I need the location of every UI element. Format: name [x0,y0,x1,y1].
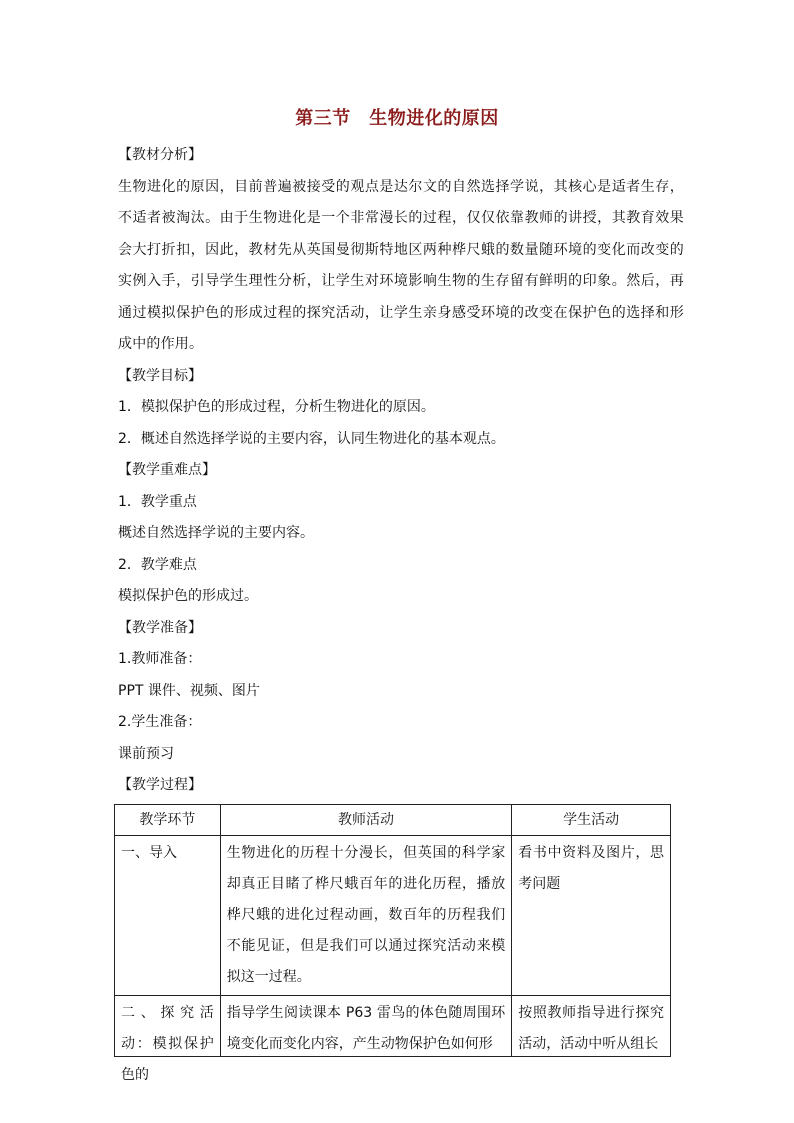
student-prep-text: 课前预习 [118,745,174,762]
section-heading-keypoints: 【教学重难点】 [118,462,216,478]
row-stage: 一、导入 [115,835,221,995]
difficulty-label: 2．教学难点 [118,556,197,573]
teacher-prep-text: PPT 课件、视频、图片 [118,682,260,699]
row-teacher-activity: 指导学生阅读课本 P63 雷鸟的体色随周围环境变化而变化内容，产生动物保护色如何形 [226,1004,506,1052]
section-heading-process: 【教学过程】 [118,777,202,793]
row-teacher-activity: 生物进化的历程十分漫长，但英国的科学家却真正目睹了桦尺蛾百年的进化历程，播放桦尺蛾的进化过程动画，数百年的历程我们不能见证，但是我们可以通过探究活动来模拟这一过程。 [220,835,511,995]
header-student-activity: 学生活动 [512,804,671,835]
section-heading-analysis: 【教材分析】 [118,147,202,163]
document-body [118,140,684,1083]
difficulty-text: 模拟保护色的形成过。 [118,588,258,604]
page-title: 第三节 生物进化的原因 [295,108,499,129]
teacher-prep-label: 1.教师准备： [118,651,202,667]
header-stage: 教学环节 [115,804,221,835]
row-student-activity: 按照教师指导进行探究活动，活动中听从组长 [518,1004,664,1052]
table-header-row [115,804,671,835]
section-heading-prep: 【教学准备】 [118,619,202,636]
table-row [115,835,671,995]
analysis-paragraph: 生物进化的原因，目前普遍被接受的观点是达尔文的自然选择学说，其核心是适者生存，不适者被淘汰。由于生物进化是一个非常漫长的过程，仅仅依靠教师的讲授，其教育效果会大打折扣，因此，教材先从英国曼彻斯特地区两种桦尺蛾的数量随环境的变化而改变的实例入手，引导学生理性分析，让学生对环境影响生物的生存留有鲜明的印象。然后，再通过模拟保护色的形成过程的探究活动，让学生亲身感受环境的改变在保护色的选择和形成中的作用。 [118,178,684,352]
student-prep-label: 2.学生准备： [118,714,202,730]
table-row [115,995,671,1056]
section-heading-goals: 【教学目标】 [118,367,202,384]
goal-item-2: 2．概述自然选择学说的主要内容，认同生物进化的基本观点。 [118,430,505,447]
row-student-activity: 看书中资料及图片，思考问题 [512,835,671,995]
goal-item-1: 1．模拟保护色的形成过程，分析生物进化的原因。 [118,399,435,415]
key-point-text: 概述自然选择学说的主要内容。 [118,525,314,541]
process-table [114,804,671,1083]
header-teacher-activity: 教师活动 [220,804,511,835]
key-point-label: 1．教学重点 [118,493,197,510]
row-stage: 二、探究活动：模拟保护色的 [121,1004,214,1083]
